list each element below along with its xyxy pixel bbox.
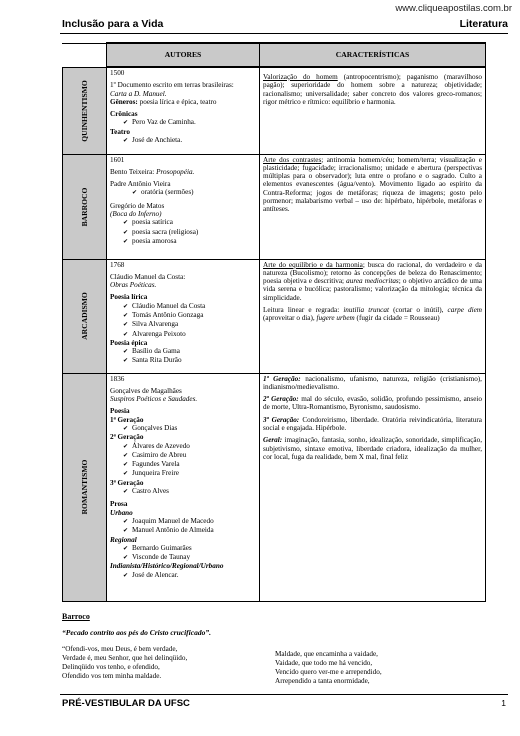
authors-cell: 1836 Gonçalves de Magalhães Suspiros Poéticos e Saudades. Poesia 1ª Geração ✔ Gonçalves Dias 2ª Geração ✔ Álvares de Azevedo ✔ Casimiro de Abreu ✔ Fagundes Varela ✔ Junqueira Freire 3ª Geração ✔ Castro Alves Prosa Urbano ✔ Joaquim Manuel de Macedo ✔ Manuel Antônio de Almeida Regional ✔ Bernardo Guimarães ✔ Visconde de Taunay Indianista/Histórico/Regional/Urbano ✔ José de Alencar.: [107, 373, 260, 601]
poem-right: [275, 650, 382, 686]
poem-line: Verdade é, meu Senhor, que hei delinqüido,: [62, 654, 188, 662]
poem-line: “Ofendi-vos, meu Deus, é bem verdade,: [62, 645, 178, 653]
site-url: www.cliqueapostilas.com.br: [395, 3, 512, 14]
period-quinhentismo: QUINHENTISMO: [63, 67, 107, 154]
poem-line: Vaidade, que todo me há vencido,: [275, 659, 373, 667]
page-header: [62, 18, 508, 30]
footer-rule: [60, 694, 508, 695]
poem-line: Vencido quero ver-me e arrependido,: [275, 668, 382, 676]
table-row: [63, 373, 486, 601]
header-blank: [63, 43, 107, 67]
section-heading: Barroco: [62, 612, 90, 621]
header-rule: [60, 33, 508, 34]
authors-cell: 1500 1º Documento escrito em terras brasileiras: Carta a D. Manuel. Gêneros: poesia lírica e épica, teatro Crônicas ✔ Pero Vaz de Caminha. Teatro ✔ José de Anchieta.: [107, 67, 260, 154]
poem-line: Arrependido a tanta enormidade,: [275, 677, 370, 685]
page-number: 1: [501, 698, 506, 708]
header-subject: Literatura: [459, 18, 508, 30]
page-footer: [62, 698, 506, 709]
characteristics-cell: 1ª Geração: nacionalismo, ufanismo, natureza, religião (cristianismo), indianismo/medievalismo. 2ª Geração: mal do século, evasão, solidão, profundo pessimismo, anseio de morte, Ultra-Romantismo, Byronismo, saudosismo. 3ª Geração: Condoreirismo, liberdade. Oratória reivindicatória, literatura social e engajada. Hipérbole. Geral: imaginação, fantasia, sonho, idealização, sonoridade, simplificação, subjetivismo, sintaxe emotiva, liberdade criadora, idealização da mulher, cor local, fuga da realidade, bem X mal, final feliz: [260, 373, 486, 601]
poem-line: Ofendido vos tem minha maldade.: [62, 672, 162, 680]
poem-line: Delinqüido vos tenho, e ofendido,: [62, 663, 160, 671]
period-barroco: BARROCO: [63, 154, 107, 259]
col-characteristics: CARACTERÍSTICAS: [260, 43, 486, 67]
authors-cell: 1601 Bento Teixeira: Prosopopéia. Padre Antônio Vieira ✔ oratória (sermões) Gregório de Matos (Boca do Inferno) ✔ poesia satírica ✔ poesia sacra (religiosa) ✔ poesia amorosa: [107, 154, 260, 259]
characteristics-cell: Valorização do homem (antropocentrismo); paganismo (maravilhoso pagão); superioridade do homem sobre a natureza; objetividade; racionalismo; universalidade; saber concreto dos valores greco-romanos; rigor métrico e rítmico: equilíbrio e harmonia.: [260, 67, 486, 154]
poem-title: “Pecado contrito aos pés do Cristo crucificado”.: [62, 628, 211, 637]
table-row: [63, 154, 486, 259]
literature-table: [62, 42, 486, 602]
footer-title: PRÉ-VESTIBULAR DA UFSC: [62, 698, 190, 709]
table-row: [63, 67, 486, 154]
period-romantismo: ROMANTISMO: [63, 373, 107, 601]
characteristics-cell: Arte dos contrastes; antinomia homem/céu; homem/terra; visualização e plasticidade; fugacidade; irracionalismo; unidade e abertura (perspectivas múltiplas para o observador); luta entre o profano e o sagrado. Culto a elementos evanescentes (água/vento). Movimento ligado ao espírito da Contra-Reforma; jogos de metáforas; riqueza de imagens; gosto pelo pormenor; malabarismo verbal – uso de: hipérbato, hipérbole, metáforas e antíteses.: [260, 154, 486, 259]
header-title: Inclusão para a Vida: [62, 18, 164, 30]
table-header-row: [63, 43, 486, 67]
col-authors: AUTORES: [107, 43, 260, 67]
poem-left: [62, 645, 187, 681]
authors-cell: 1768 Cláudio Manuel da Costa: Obras Poéticas. Poesia lírica ✔ Cláudio Manuel da Costa ✔ Tomás Antônio Gonzaga ✔ Silva Alvarenga ✔ Alvarenga Peixoto Poesia épica ✔ Basílio da Gama ✔ Santa Rita Durão: [107, 259, 260, 373]
table-row: [63, 259, 486, 373]
characteristics-cell: Arte do equilíbrio e da harmonia; busca do racional, do verdadeiro e da natureza (Bucolismo); retorno às concepções de beleza do Renascimento; poesia objetiva e descritiva; aurea mediocritas; o objetivo arcádico de uma vida serena e bucólica; pastoralismo; valorização da mitologia; técnica da simplicidade. Leitura linear e regrada: inutilia truncat (cortar o inútil), carpe diem (aproveitar o dia), fugere urbem (fugir da cidade = Rousseau): [260, 259, 486, 373]
period-arcadismo: ARCADISMO: [63, 259, 107, 373]
poem-line: Maldade, que encaminha a vaidade,: [275, 650, 378, 658]
